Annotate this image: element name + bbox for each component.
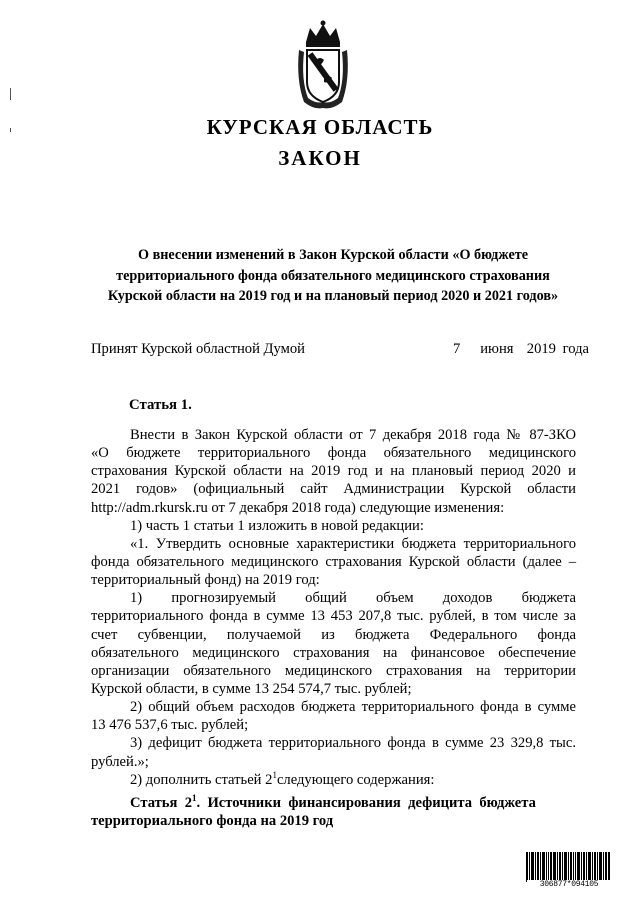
- article-2-1-title: [91, 794, 576, 830]
- body-line: территориального фонда в сумме 13 453 207,8 тыс. рублей, в том числе за: [91, 608, 576, 625]
- body-line: «О бюджете территориального фонда обязательного медицинского: [91, 445, 576, 462]
- article-2-1-title-line: [91, 794, 576, 812]
- article-2-1-label: Статья 2: [130, 795, 192, 811]
- body-line: обязательного медицинского страхования на финансовое обеспечение: [91, 644, 576, 661]
- margin-mark: [10, 88, 11, 100]
- body-line: Внести в Закон Курской области от 7 декабря 2018 года № 87-ЗКО: [130, 427, 576, 443]
- adopted-by: Принят Курской областной Думой: [91, 341, 305, 357]
- body-line: 1) часть 1 статьи 1 изложить в новой редакции:: [130, 517, 424, 534]
- body-line-part: 2) дополнить статьей 2: [130, 771, 273, 788]
- body-line: 3) дефицит бюджета территориального фонда в сумме 23 329,8 тыс.: [130, 735, 576, 752]
- barcode-number: 306877*094105: [527, 880, 611, 889]
- body-line: организации обязательного медицинского страхования на территории: [91, 662, 576, 679]
- body-line: территориальный фонд) на 2019 год:: [91, 572, 320, 589]
- subject-line: Курской области на 2019 год и на плановый период 2020 и 2021 годов»: [107, 288, 559, 304]
- body-line: http://adm.rkursk.ru от 7 декабря 2018 года) следующие изменения:: [91, 499, 505, 516]
- article-2-1-title-line: территориального фонда на 2019 год: [91, 813, 334, 830]
- body-line-part: следующего содержания:: [276, 771, 435, 788]
- body-line: счет субвенции, получаемой из бюджета Федерального фонда: [91, 626, 576, 643]
- law-subject: [84, 245, 582, 307]
- subject-line: О внесении изменений в Закон Курской области «О бюджете: [137, 247, 529, 263]
- body-line: «1. Утвердить основные характеристики бюджета территориального: [130, 535, 576, 552]
- body-line: 1) прогнозируемый общий объем доходов бюджета: [130, 590, 576, 607]
- body-line: 2021 годов» (официальный сайт Администрации Курской области: [91, 481, 576, 498]
- article-1-body: [91, 426, 576, 789]
- adopted-date: 7 июня 2019 года: [453, 341, 590, 357]
- region-title: КУРСКАЯ ОБЛАСТЬ: [206, 115, 434, 139]
- body-line: рублей.»;: [91, 753, 149, 770]
- body-line: страхования Курской области на 2019 год и на плановый период 2020 и: [91, 463, 576, 480]
- article-2-1-heading: . Источники финансирования дефицита бюджета: [196, 795, 536, 811]
- document-type: ЗАКОН: [278, 146, 362, 170]
- superscript: 1: [272, 769, 277, 780]
- body-line: [91, 771, 576, 789]
- coat-of-arms-emblem: [296, 20, 350, 112]
- body-line: фонда обязательного медицинского страхования Курской области (далее –: [91, 553, 576, 570]
- body-line: Курской области, в сумме 13 254 574,7 тыс. рублей;: [91, 680, 412, 697]
- subject-line: территориального фонда обязательного медицинского страхования: [116, 267, 550, 284]
- body-line: 2) общий объем расходов бюджета территориального фонда в сумме: [130, 699, 576, 716]
- article-1-title: Статья 1.: [129, 397, 192, 413]
- superscript: 1: [192, 793, 197, 804]
- body-line: 13 476 537,6 тыс. рублей;: [91, 717, 249, 734]
